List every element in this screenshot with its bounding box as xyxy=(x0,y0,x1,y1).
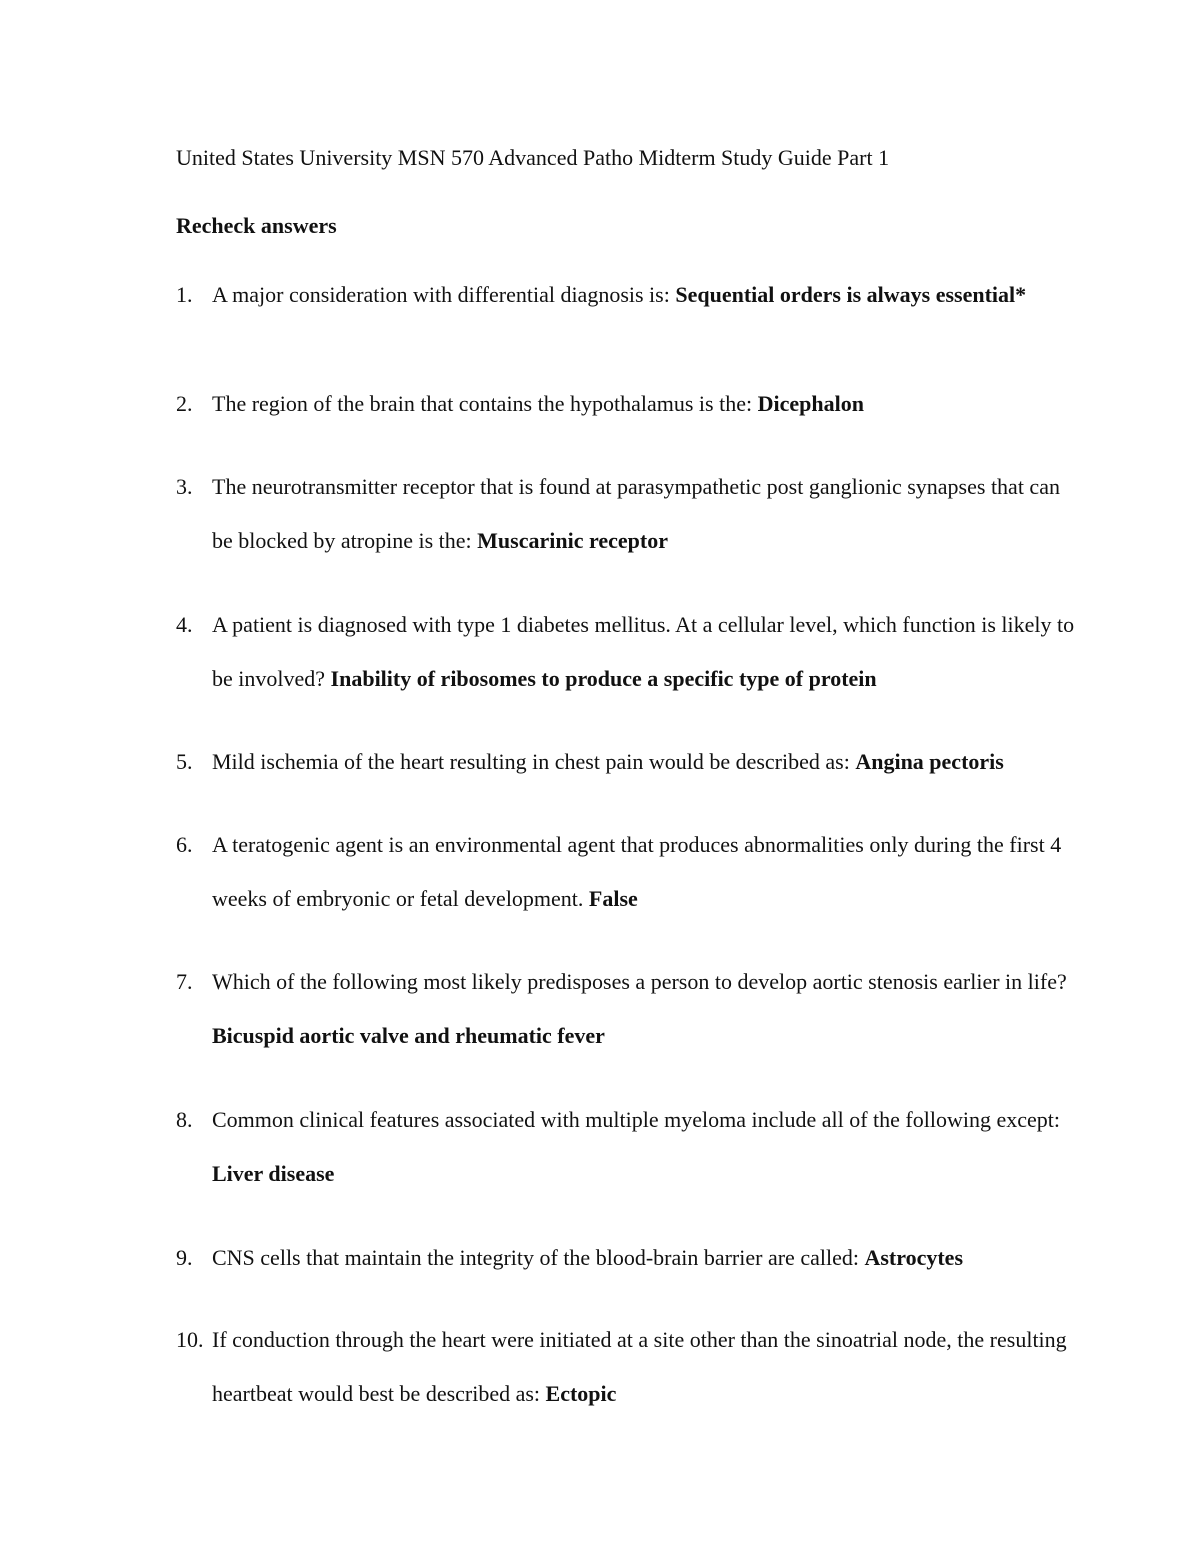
question-item xyxy=(176,955,1076,1063)
question-item xyxy=(176,598,1076,706)
document-subtitle: Recheck answers xyxy=(176,213,337,238)
question-text: Which of the following most likely predisposes a person to develop aortic stenosis earlier in life? xyxy=(212,969,1067,994)
question-answer: Ectopic xyxy=(545,1381,617,1406)
question-answer: Inability of ribosomes to produce a specific type of protein xyxy=(330,666,877,691)
question-answer: Liver disease xyxy=(212,1161,335,1186)
question-answer: Astrocytes xyxy=(864,1245,964,1270)
question-answer: Muscarinic receptor xyxy=(477,528,668,553)
question-text: A major consideration with differential diagnosis is: xyxy=(212,282,676,307)
question-number: 8. xyxy=(176,1107,193,1132)
question-item xyxy=(176,377,1076,431)
question-number: 6. xyxy=(176,832,193,857)
question-number: 5. xyxy=(176,749,193,774)
question-number: 1. xyxy=(176,282,193,307)
question-answer: False xyxy=(588,886,638,911)
question-text: The neurotransmitter receptor that is found at parasympathetic post ganglionic synapses that can be blocked by atropine is the: xyxy=(212,474,1060,553)
question-text: Common clinical features associated with multiple myeloma include all of the following except: xyxy=(212,1107,1060,1132)
question-item xyxy=(176,1093,1076,1201)
question-answer: Dicephalon xyxy=(757,391,864,416)
question-number: 9. xyxy=(176,1245,193,1270)
question-text: A teratogenic agent is an environmental agent that produces abnormalities only during the first 4 weeks of embryonic or fetal development. xyxy=(212,832,1062,911)
document-title: United States University MSN 570 Advanced Patho Midterm Study Guide Part 1 xyxy=(176,145,890,170)
question-number: 2. xyxy=(176,391,193,416)
question-item xyxy=(176,268,1076,322)
question-number: 7. xyxy=(176,969,193,994)
question-number: 10. xyxy=(176,1327,204,1352)
question-text: A patient is diagnosed with type 1 diabetes mellitus. At a cellular level, which function is likely to be involved? xyxy=(212,612,1075,691)
question-number: 3. xyxy=(176,474,193,499)
question-item xyxy=(176,1231,1076,1285)
question-answer: Angina pectoris xyxy=(855,749,1004,774)
question-text: If conduction through the heart were initiated at a site other than the sinoatrial node, the resulting heartbeat would best be described as: xyxy=(212,1327,1067,1406)
question-text: Mild ischemia of the heart resulting in chest pain would be described as: xyxy=(212,749,856,774)
question-answer: Sequential orders is always essential* xyxy=(675,282,1027,307)
question-item xyxy=(176,818,1076,926)
question-text: CNS cells that maintain the integrity of the blood-brain barrier are called: xyxy=(212,1245,865,1270)
question-text: The region of the brain that contains the hypothalamus is the: xyxy=(212,391,758,416)
question-item xyxy=(176,1313,1076,1421)
question-item xyxy=(176,735,1076,789)
question-answer: Bicuspid aortic valve and rheumatic fever xyxy=(212,1023,605,1048)
question-number: 4. xyxy=(176,612,193,637)
question-item xyxy=(176,460,1076,568)
